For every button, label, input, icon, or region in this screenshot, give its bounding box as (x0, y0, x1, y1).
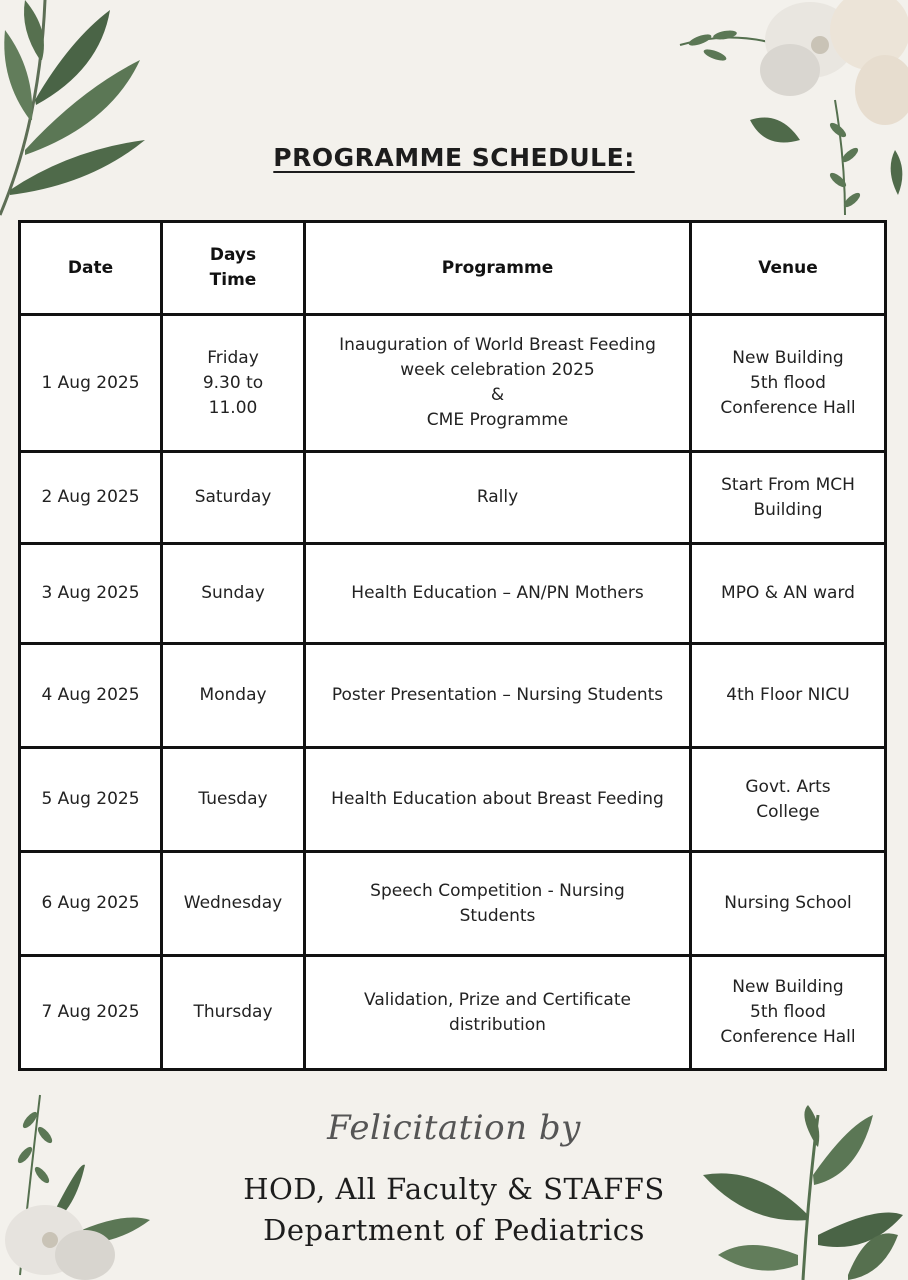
cell-venue: 4th Floor NICU (691, 644, 886, 748)
header-days-time: Days Time (162, 222, 305, 315)
cell-date: 5 Aug 2025 (20, 748, 162, 852)
header-programme: Programme (305, 222, 691, 315)
cell-venue: New Building 5th flood Conference Hall (691, 315, 886, 452)
cell-day: Tuesday (162, 748, 305, 852)
cell-day: Sunday (162, 544, 305, 644)
cell-date: 7 Aug 2025 (20, 956, 162, 1070)
cell-programme: Rally (305, 452, 691, 544)
cell-date: 3 Aug 2025 (20, 544, 162, 644)
cell-day: Wednesday (162, 852, 305, 956)
cell-venue: MPO & AN ward (691, 544, 886, 644)
table-header-row (20, 222, 886, 315)
footer-line-department: Department of Pediatrics (263, 1213, 645, 1247)
schedule-table (18, 220, 887, 1071)
cell-venue: New Building 5th flood Conference Hall (691, 956, 886, 1070)
table-row (20, 852, 886, 956)
cell-day: Saturday (162, 452, 305, 544)
cell-venue: Nursing School (691, 852, 886, 956)
cell-date: 4 Aug 2025 (20, 644, 162, 748)
header-date: Date (20, 222, 162, 315)
table-row (20, 644, 886, 748)
table-row (20, 315, 886, 452)
page-title-text: PROGRAMME SCHEDULE: (273, 143, 635, 172)
cell-venue: Govt. Arts College (691, 748, 886, 852)
flower-cluster-top-right-icon (670, 0, 908, 220)
cell-date: 2 Aug 2025 (20, 452, 162, 544)
table-row (20, 452, 886, 544)
page-title (0, 143, 908, 172)
cell-day: Friday 9.30 to 11.00 (162, 315, 305, 452)
felicitation-heading: Felicitation by (327, 1108, 581, 1148)
cell-programme: Inauguration of World Breast Feeding week celebration 2025 & CME Programme (305, 315, 691, 452)
cell-programme: Health Education about Breast Feeding (305, 748, 691, 852)
leaf-branch-top-left-icon (0, 0, 170, 230)
table-row (20, 748, 886, 852)
cell-programme: Health Education – AN/PN Mothers (305, 544, 691, 644)
cell-programme: Speech Competition - Nursing Students (305, 852, 691, 956)
cell-programme: Poster Presentation – Nursing Students (305, 644, 691, 748)
cell-day: Monday (162, 644, 305, 748)
cell-venue: Start From MCH Building (691, 452, 886, 544)
cell-day: Thursday (162, 956, 305, 1070)
footer-line-faculty: HOD, All Faculty & STAFFS (243, 1172, 665, 1206)
header-venue: Venue (691, 222, 886, 315)
cell-programme: Validation, Prize and Certificate distribution (305, 956, 691, 1070)
table-row (20, 956, 886, 1070)
cell-date: 6 Aug 2025 (20, 852, 162, 956)
cell-date: 1 Aug 2025 (20, 315, 162, 452)
table-row (20, 544, 886, 644)
